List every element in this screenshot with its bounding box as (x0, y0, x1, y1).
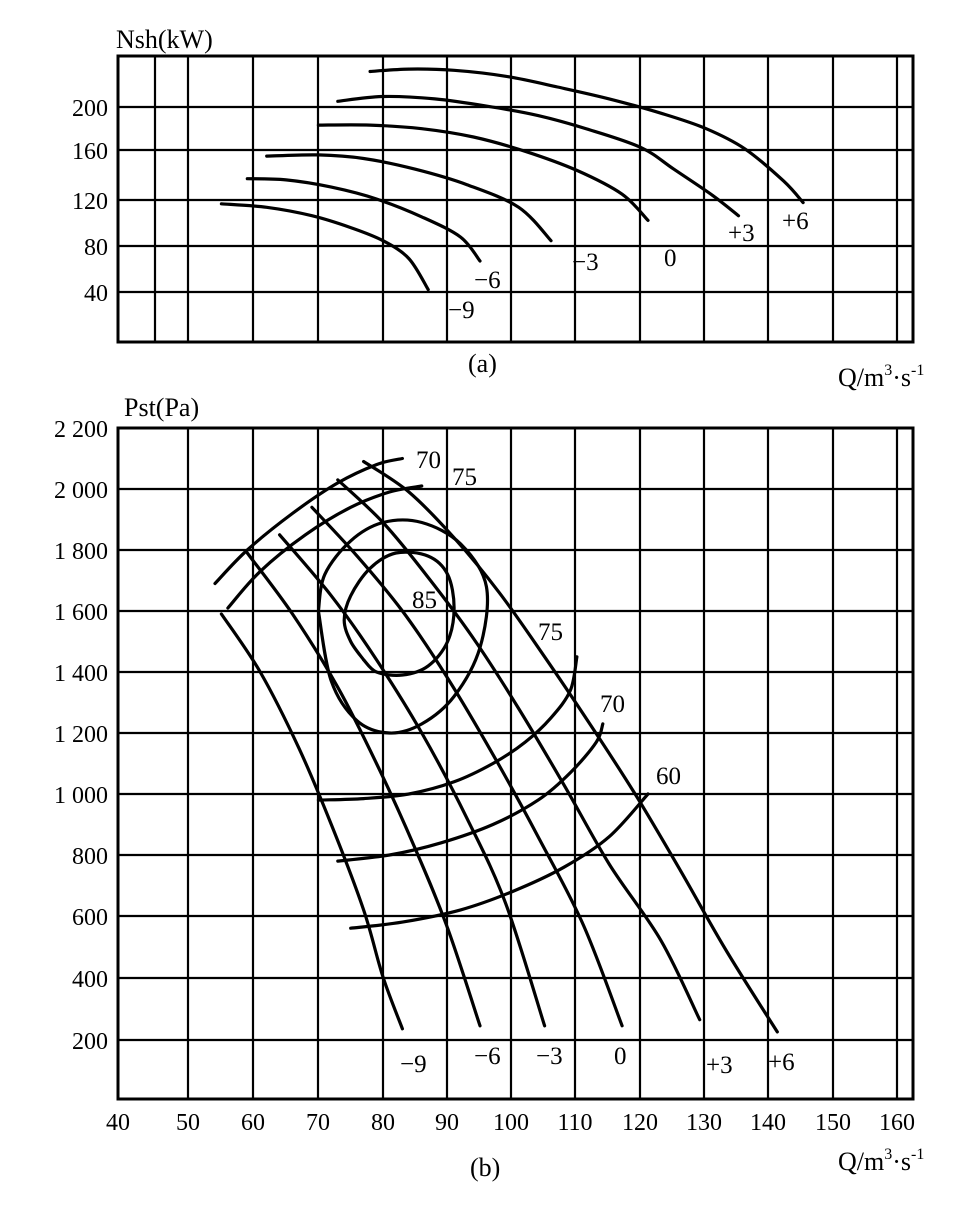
pressure-curve--9 (221, 614, 402, 1029)
efficiency-label-eta-70-lower: 70 (600, 691, 625, 718)
x-tick-label: 50 (176, 1110, 200, 1136)
power-curve-0 (318, 125, 648, 221)
y-tick-label: 80 (84, 235, 108, 261)
pressure-y-ticks (54, 417, 108, 1055)
panel-a-label: (a) (468, 349, 497, 378)
x-title-exponent: -1 (911, 362, 925, 379)
power-y-ticks (72, 96, 108, 307)
y-tick-label: 200 (72, 1029, 108, 1055)
y-tick-label: 1 800 (54, 539, 108, 565)
x-title-main: Q/m (838, 1147, 885, 1176)
power-curve-panel (72, 25, 924, 392)
x-title-main: Q/m (838, 363, 885, 392)
pressure-curve-+6 (364, 462, 778, 1032)
power-curve-label--9: −9 (448, 297, 475, 324)
power-curve--3 (267, 155, 551, 241)
efficiency-label-eta-85: 85 (412, 587, 437, 614)
efficiency-contour-eta-70-lower (338, 724, 603, 861)
x-title-exponent: -1 (911, 1146, 925, 1163)
x-tick-label: 70 (306, 1110, 330, 1136)
power-curve-label-+6: +6 (782, 208, 809, 235)
pressure-curve-label--6: −6 (474, 1043, 501, 1070)
pressure-panel-frame (118, 428, 913, 1099)
y-tick-label: 120 (72, 189, 108, 215)
x-tick-label: 110 (557, 1110, 593, 1136)
power-curve-+6 (370, 69, 803, 203)
y-tick-label: 1 000 (54, 783, 108, 809)
panel-b-label: (b) (470, 1153, 501, 1182)
efficiency-label-eta-70-upper: 70 (416, 447, 441, 474)
power-curve--6 (247, 179, 480, 261)
pressure-panel-grid (118, 428, 913, 1099)
pressure-curve-label-0: 0 (614, 1043, 627, 1070)
x-tick-label: 120 (622, 1110, 658, 1136)
efficiency-contour-eta-85 (344, 552, 454, 675)
y-tick-label: 2 200 (54, 417, 108, 443)
y-tick-label: 800 (72, 844, 108, 870)
efficiency-label-eta-75-upper: 75 (452, 464, 477, 491)
pressure-x-axis-title (838, 1146, 924, 1176)
power-curve-label--3: −3 (572, 249, 599, 276)
pressure-curve--6 (247, 553, 480, 1026)
efficiency-contour-eta-60 (351, 794, 648, 928)
pressure-curve-label--3: −3 (536, 1043, 563, 1070)
pressure-curve-label-+3: +3 (706, 1052, 733, 1079)
power-curve-label--6: −6 (474, 267, 501, 294)
x-tick-label: 60 (241, 1110, 265, 1136)
x-title-mid: ·s (892, 363, 912, 392)
y-tick-label: 600 (72, 905, 108, 931)
pressure-curve-label--9: −9 (400, 1051, 427, 1078)
y-tick-label: 400 (72, 967, 108, 993)
x-tick-label: 140 (750, 1110, 786, 1136)
x-tick-label: 130 (686, 1110, 722, 1136)
x-tick-label: 90 (435, 1110, 459, 1136)
power-curves (221, 69, 803, 290)
x-tick-label: 80 (371, 1110, 395, 1136)
y-tick-label: 40 (84, 281, 108, 307)
power-curve-label-0: 0 (664, 245, 677, 272)
y-tick-label: 1 600 (54, 600, 108, 626)
efficiency-label-eta-75-lower: 75 (538, 619, 563, 646)
pressure-y-axis-title: Pst(Pa) (124, 393, 200, 422)
power-curve-label-+3: +3 (728, 220, 755, 247)
pressure-curve-panel (54, 393, 924, 1182)
x-tick-label: 150 (815, 1110, 851, 1136)
y-tick-label: 1 200 (54, 722, 108, 748)
pressure-x-ticks (106, 1110, 915, 1136)
pressure-curve-label-+6: +6 (768, 1049, 795, 1076)
y-tick-label: 200 (72, 96, 108, 122)
x-title-exponent: 3 (884, 362, 893, 379)
x-tick-label: 160 (879, 1110, 915, 1136)
x-tick-label: 40 (106, 1110, 130, 1136)
y-tick-label: 1 400 (54, 661, 108, 687)
x-title-mid: ·s (892, 1147, 912, 1176)
y-tick-label: 160 (72, 139, 108, 165)
pressure-curves (215, 459, 777, 1032)
y-tick-label: 2 000 (54, 478, 108, 504)
power-y-axis-title: Nsh(kW) (116, 25, 213, 54)
power-curve-labels (448, 208, 809, 324)
power-panel-grid (118, 56, 913, 342)
power-x-axis-title (838, 362, 924, 392)
x-title-exponent: 3 (884, 1146, 893, 1163)
x-tick-label: 100 (493, 1110, 529, 1136)
efficiency-label-eta-60: 60 (656, 763, 681, 790)
